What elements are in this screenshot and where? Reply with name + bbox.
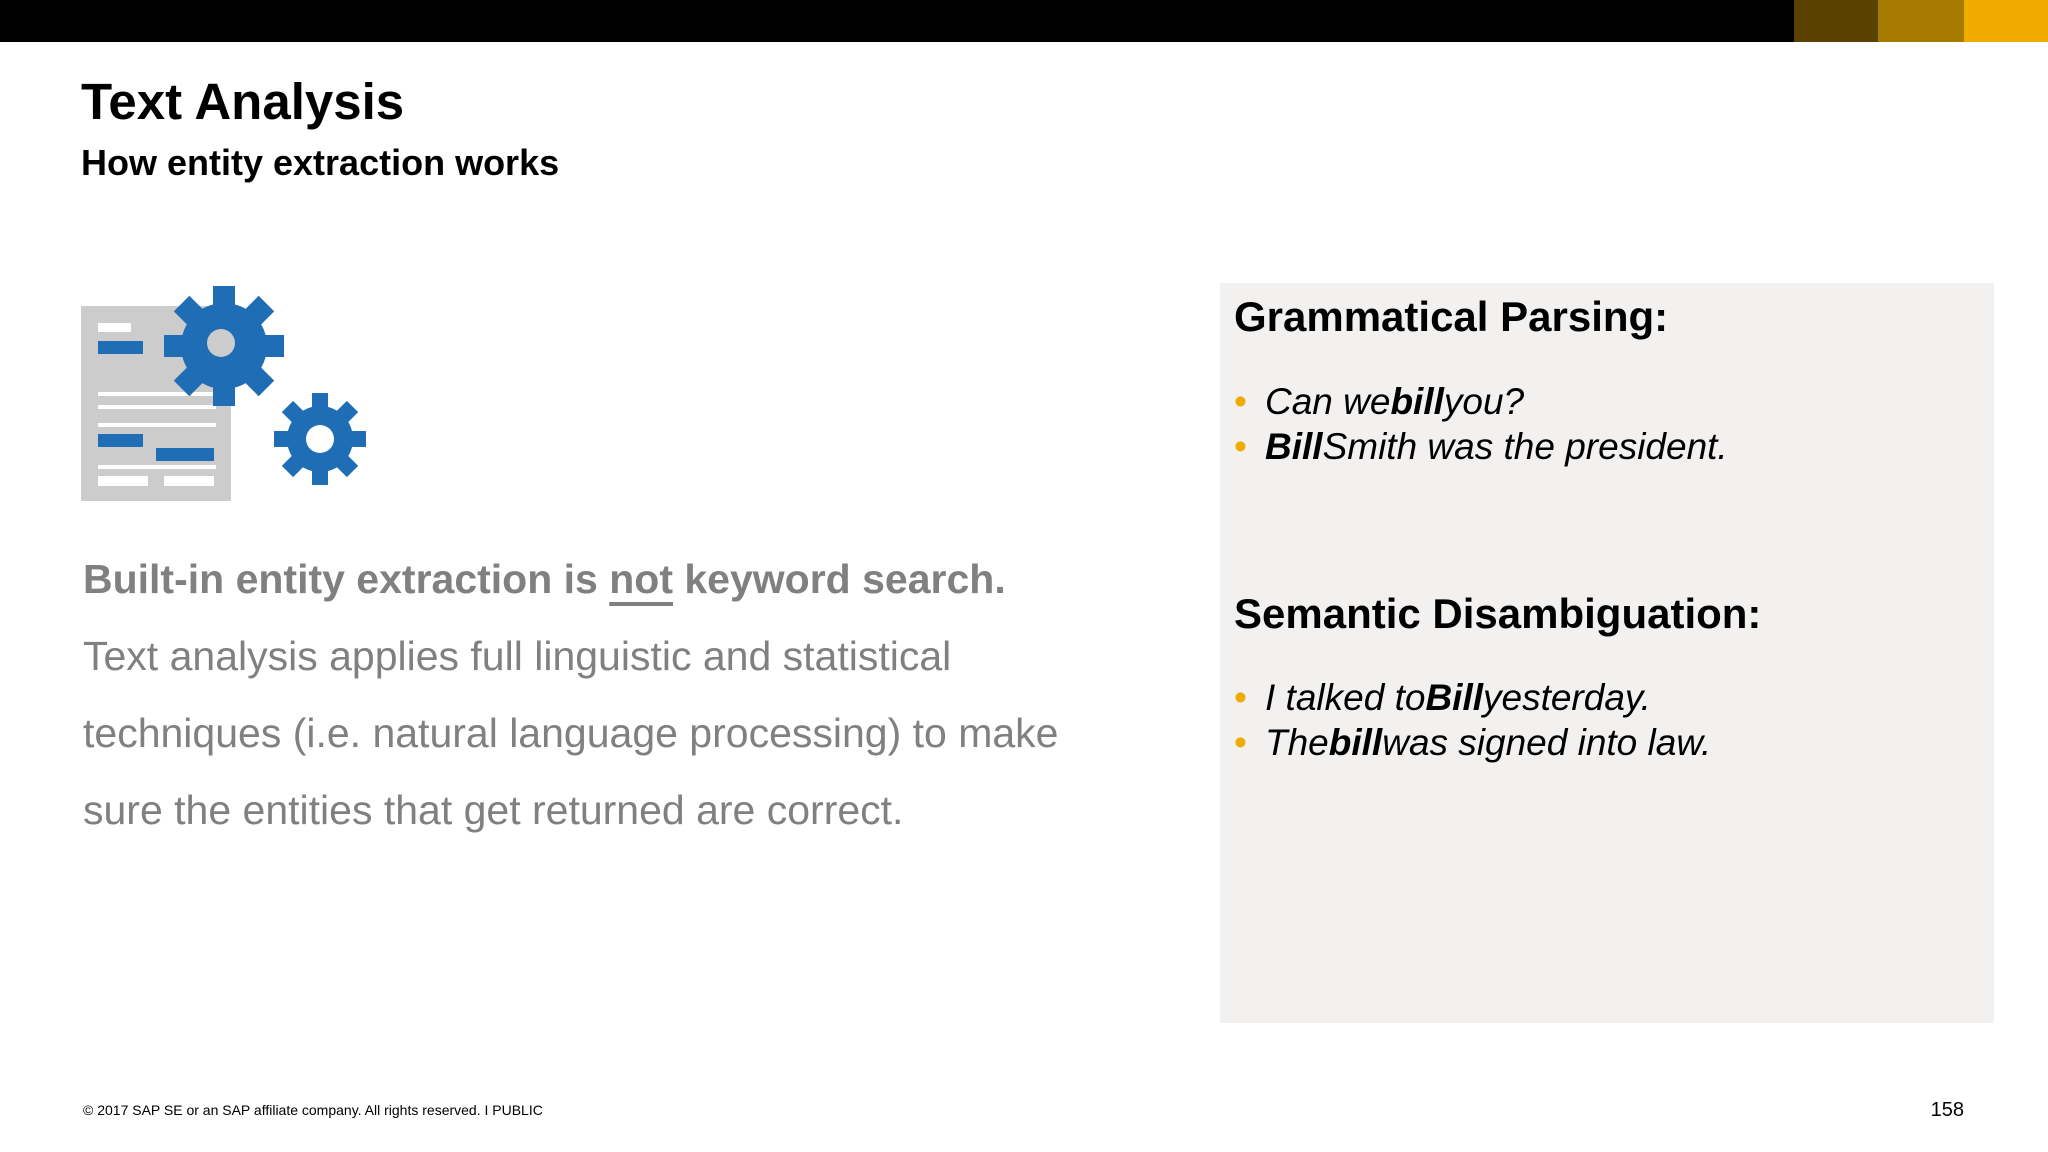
slide-subtitle: How entity extraction works [81,142,560,183]
body-paragraph: Text analysis applies full linguistic and statistical techniques (i.e. natural language processing) to make sure the entities that get returned are correct. [83,633,1059,833]
footer-copyright: © 2017 SAP SE or an SAP affiliate company. All rights reserved. I PUBLIC [83,1102,543,1118]
top-bar [0,0,2048,42]
item-text-bold: Bill [1265,426,1323,467]
slide-title: Text Analysis [81,73,405,130]
item-text-after: was signed into law. [1382,722,1712,763]
grammatical-examples-list [1234,379,1728,469]
item-text-bold: Bill [1425,677,1483,718]
examples-panel [1220,283,1994,1023]
lead-emphasis: not [609,556,673,602]
list-item [1234,720,1711,765]
item-text-after: Smith was the president. [1322,426,1728,467]
bullet-icon: • [1234,381,1247,422]
lead-part-1: Built-in entity extraction is [83,556,610,602]
item-text-after: you? [1443,381,1525,422]
semantic-examples-list [1234,675,1711,765]
list-item [1234,424,1728,469]
panel-heading-semantic: Semantic Disambiguation: [1234,590,1762,637]
bullet-icon: • [1234,426,1247,467]
item-text-before: I talked to [1265,677,1426,718]
document-gears-icon [78,268,378,504]
list-item [1234,675,1711,720]
item-text-before: Can we [1265,381,1391,422]
lead-part-2: keyword search. [672,556,1006,602]
accent-block-light [1964,0,2048,42]
page-number: 158 [1930,1099,1964,1121]
accent-block-mid [1878,0,1964,42]
accent-block-dark [1794,0,1878,42]
item-text-bold: bill [1328,722,1383,763]
item-text-after: yesterday. [1483,677,1651,718]
list-item [1234,379,1728,424]
item-text-bold: bill [1390,381,1444,422]
panel-heading-grammatical: Grammatical Parsing: [1234,293,1669,340]
item-text-before: The [1265,722,1329,763]
bullet-icon: • [1234,722,1247,763]
bullet-icon: • [1234,677,1247,718]
lead-statement [83,556,1006,603]
